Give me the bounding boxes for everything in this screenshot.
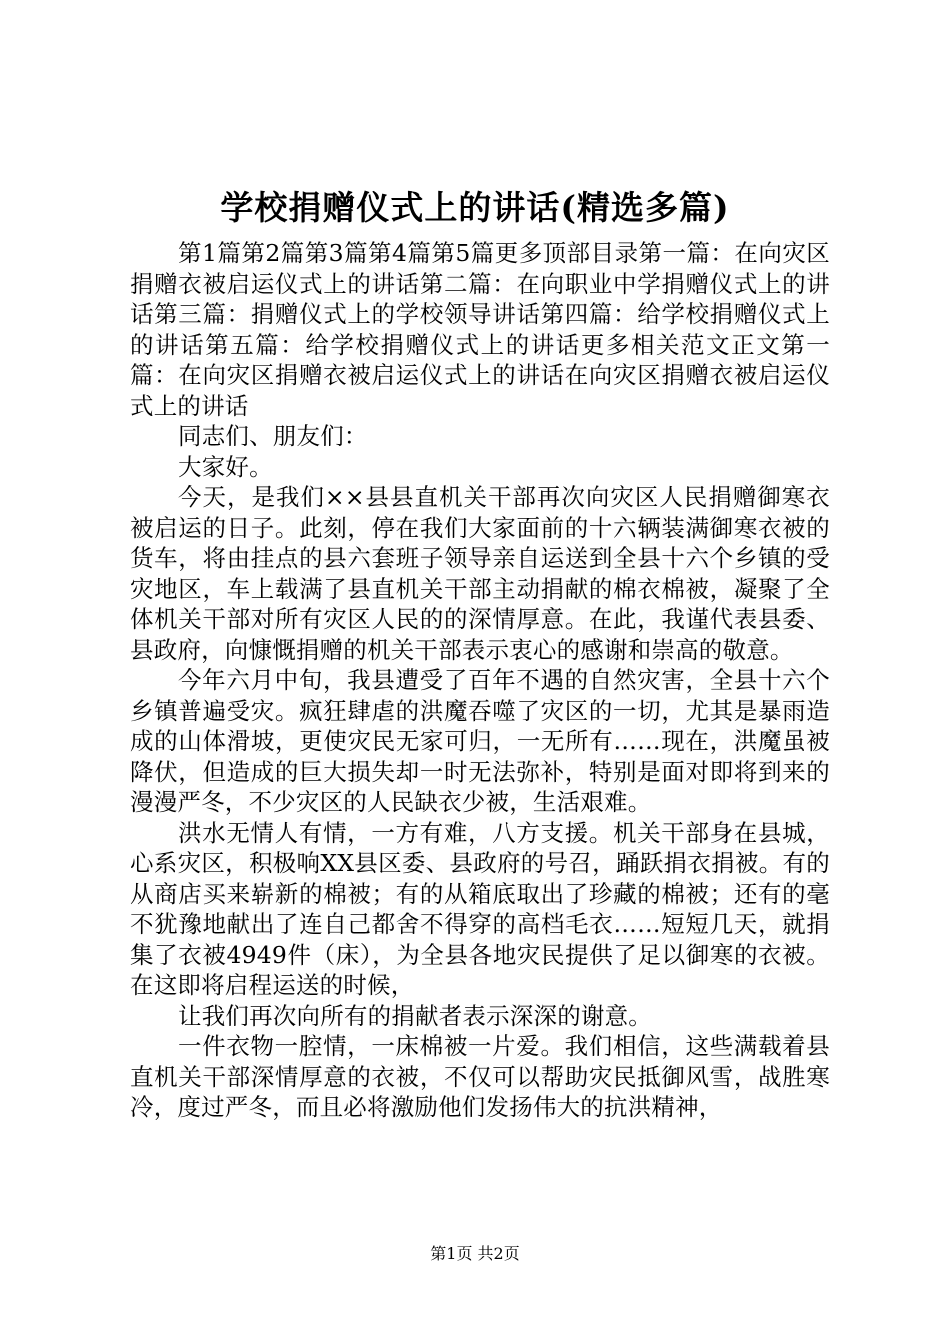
- paragraph-body: 让我们再次向所有的捐献者表示深深的谢意。: [178, 1001, 652, 1030]
- paragraph-table-of-contents: 第1篇第2篇第3篇第4篇第5篇更多顶部目录第一篇：在向灾区捐赠衣被启运仪式上的讲话第二篇：在向职业中学捐赠仪式上的讲话第三篇：捐赠仪式上的学校领导讲话第四篇：给学校捐赠仪式上的讲话第五篇：给学校捐赠仪式上的讲话更多相关范文正文第一篇：在向灾区捐赠衣被启运仪式上的讲话在向灾区捐赠衣被启运仪式上的讲话: [130, 239, 830, 420]
- paragraph-salutation: 同志们、朋友们：: [178, 422, 368, 450]
- paragraph-body: 今年六月中旬，我县遭受了百年不遇的自然灾害，全县十六个乡镇普遍受灾。疯狂肆虐的洪魔吞噬了灾区的一切，尤其是暴雨造成的山体滑坡，更使灾民无家可归，一无所有……现在，洪魔虽被降伏，但造成的巨大损失却一时无法弥补，特别是面对即将到来的漫漫严冬，不少灾区的人民缺衣少被，生活艰难。: [130, 666, 830, 816]
- paragraph-body: 洪水无情人有情，一方有难，八方支援。机关干部身在县城，心系灾区，积极响XX县区委、县政府的号召，踊跃捐衣捐被。有的从商店买来崭新的棉被；有的从箱底取出了珍藏的棉被；还有的毫不犹豫地献出了连自己都舍不得穿的高档毛衣……短短几天，就捐集了衣被4949件（床），为全县各地灾民提供了足以御寒的衣被。在这即将启程运送的时候，: [130, 818, 830, 999]
- document-body: [130, 238, 830, 1123]
- paragraph-body: 一件衣物一腔情，一床棉被一片爱。我们相信，这些满载着县直机关干部深情厚意的衣被，不仅可以帮助灾民抵御风雪，战胜寒冷，度过严冬，而且必将激励他们发扬伟大的抗洪精神，: [130, 1032, 830, 1121]
- page-number-footer: 第1页 共2页: [430, 1244, 520, 1263]
- document-title: 学校捐赠仪式上的讲话(精选多篇): [220, 188, 730, 227]
- paragraph-body: 今天，是我们××县县直机关干部再次向灾区人民捐赠御寒衣被启运的日子。此刻，停在我们大家面前的十六辆装满御寒衣被的货车，将由挂点的县六套班子领导亲自运送到全县十六个乡镇的受灾地区，车上载满了县直机关干部主动捐献的棉衣棉被，凝聚了全体机关干部对所有灾区人民的的深情厚意。在此，我谨代表县委、县政府，向慷慨捐赠的机关干部表示衷心的感谢和崇高的敬意。: [130, 483, 830, 664]
- paragraph-greeting: 大家好。: [178, 452, 273, 481]
